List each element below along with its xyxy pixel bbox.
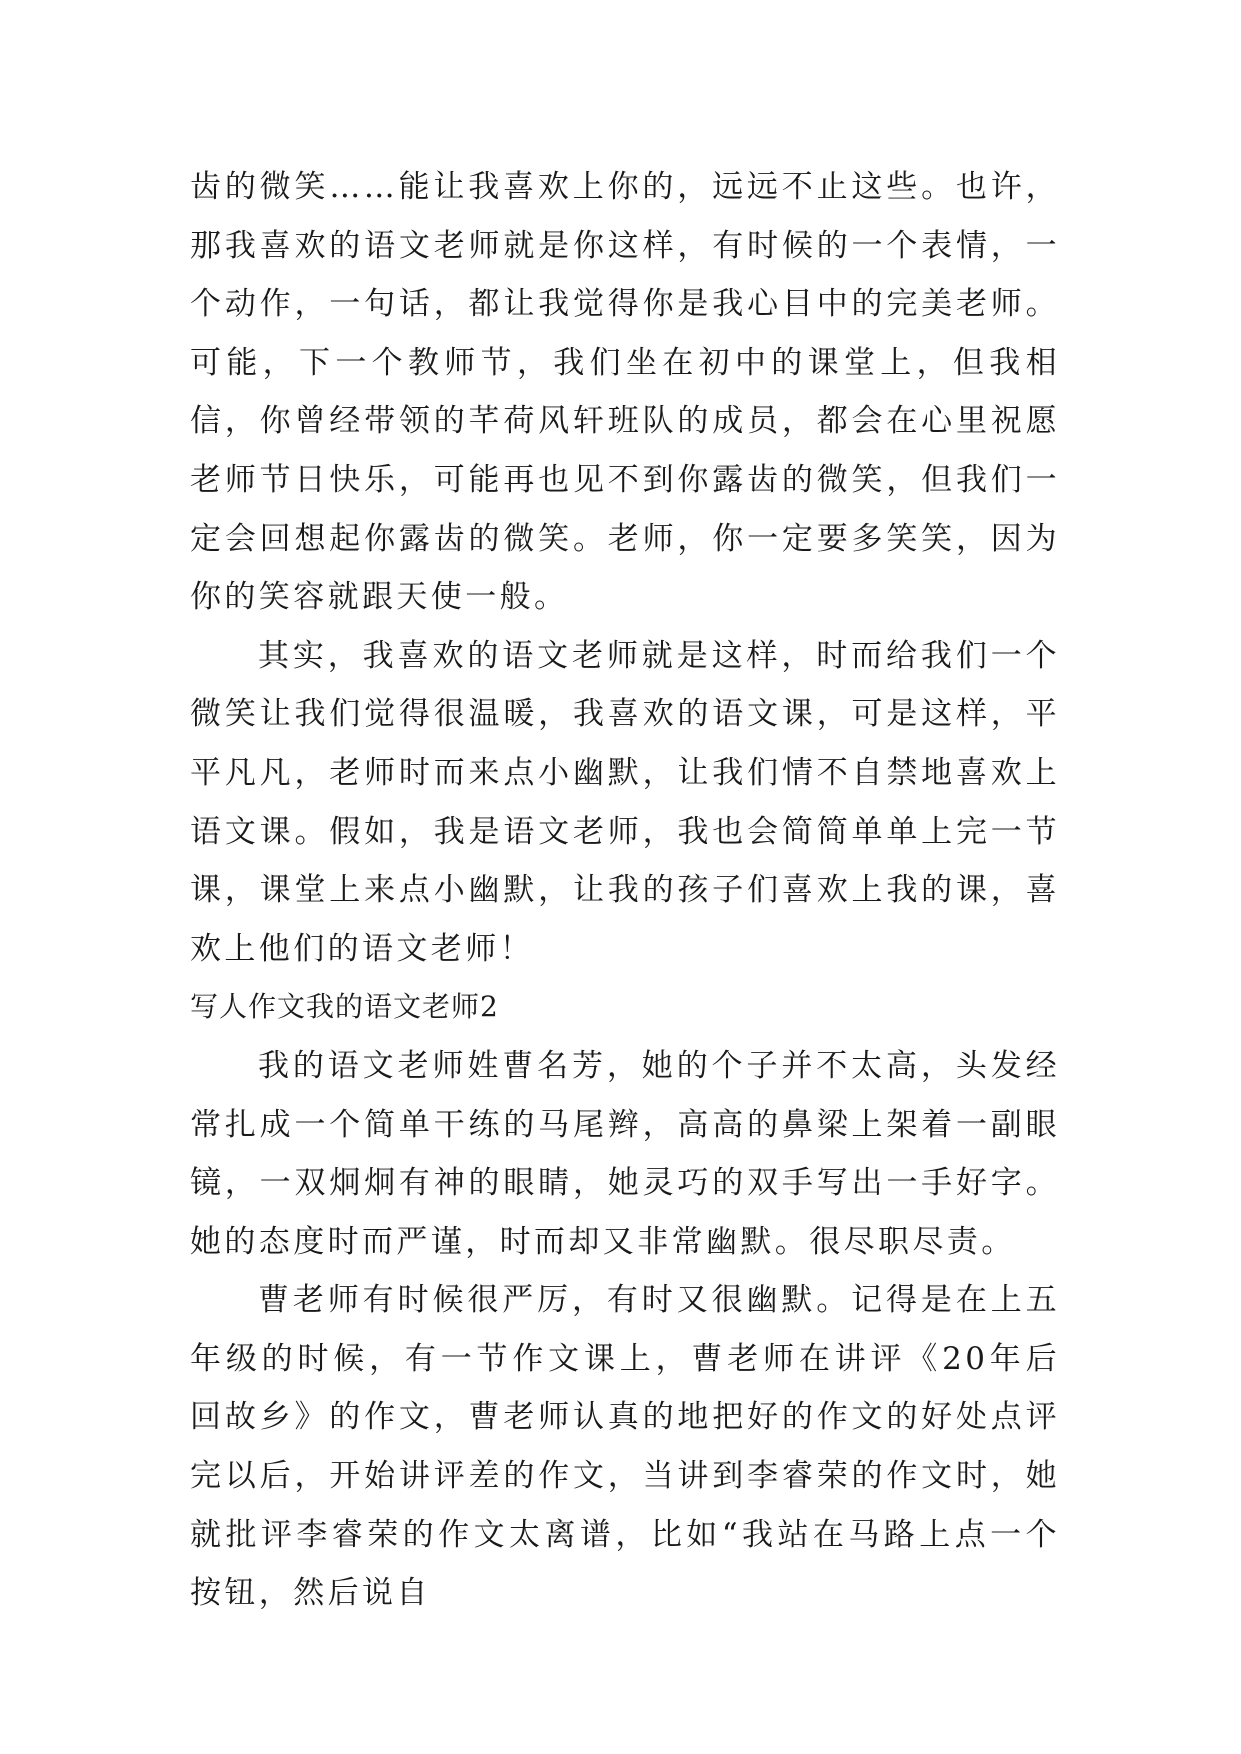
section-heading: 写人作文我的语文老师2 [190, 990, 499, 1024]
paragraph-4: 曹老师有时候很严厉，有时又很幽默。记得是在上五年级的时候，有一节作文课上，曹老师在讲评《20年后回故乡》的作文，曹老师认真的地把好的作文的好处点评完以后，开始讲评差的作文，当讲到李睿荣的作文时，她就批评李睿荣的作文太离谱，比如“我站在马路上点一个按钮，然后说自 [190, 1282, 1060, 1612]
paragraph-3: 我的语文老师姓曹名芳，她的个子并不太高，头发经常扎成一个简单干练的马尾辫，高高的鼻梁上架着一副眼镜，一双炯炯有神的眼睛，她灵巧的双手写出一手好字。她的态度时而严谨，时而却又非常幽默。很尽职尽责。 [190, 1047, 1060, 1260]
paragraph-2: 其实，我喜欢的语文老师就是这样，时而给我们一个微笑让我们觉得很温暖，我喜欢的语文课，可是这样，平平凡凡，老师时而来点小幽默，让我们情不自禁地喜欢上语文课。假如，我是语文老师，我也会简简单单上完一节课，课堂上来点小幽默，让我的孩子们喜欢上我的课，喜欢上他们的语文老师！ [190, 637, 1060, 967]
paragraph-1: 齿的微笑……能让我喜欢上你的，远远不止这些。也许，那我喜欢的语文老师就是你这样，有时候的一个表情，一个动作，一句话，都让我觉得你是我心目中的完美老师。可能，下一个教师节，我们坐在初中的课堂上，但我相信，你曾经带领的芊荷风轩班队的成员，都会在心里祝愿老师节日快乐，可能再也见不到你露齿的微笑，但我们一定会回想起你露齿的微笑。老师，你一定要多笑笑，因为你的笑容就跟天使一般。 [190, 169, 1060, 616]
document-body [190, 158, 1060, 1623]
